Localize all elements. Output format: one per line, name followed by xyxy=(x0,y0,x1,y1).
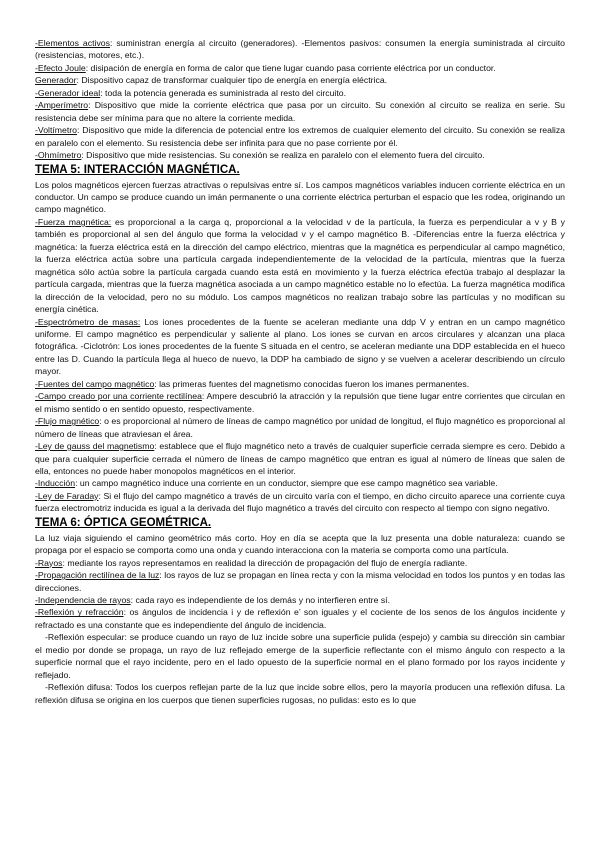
definition-paragraph: -Ley de Faraday: Si el flujo del campo magnético a través de un circuito varía con el tiempo, en dicho circuito aparece una corriente cuya fuerza electromotriz inducida es igual a la derivada del flujo magnético a través del circuito con respecto al tiempo con signo negativo. xyxy=(35,490,565,514)
section-intro: Los polos magnéticos ejercen fuerzas atractivas o repulsivas entre sí. Los campos magnéticos variables inducen corriente eléctrica en un conductor. Un campo se produce cuando un imán permanente o una corriente eléctrica perturban el espacio que les rodea, originando un campo magnético. xyxy=(35,179,565,215)
term: -Ley de Faraday xyxy=(35,490,99,501)
definition-text: Los iones procedentes de la fuente se aceleran mediante una ddp V y entran en un campo magnético uniforme. El campo magnético es perpendicular y saliente al plano. Los iones se curvan en arcos circulares y alcanzan una placa fotográfica. -Ciclotrón: Los iones procedentes de la fuente S situada en el centro, se aceleran mediante una DDP establecida en el hueco entre las D. Cuando la partícula llega al hueco de nuevo, la DDP ha cambiado de signo y se vuelven a acelerar describiendo un círculo mayor. xyxy=(35,316,565,377)
definition-paragraph: -Generador ideal: toda la potencia generada es suministrada al resto del circuito. xyxy=(35,87,347,98)
section-intro: La luz viaja siguiendo el camino geométrico más corto. Hoy en día se acepta que la luz presenta una doble naturaleza: cuando se propaga por el espacio se comporta como una onda y cuando interacciona con la materia se comporta como una partícula. xyxy=(35,532,565,556)
definition-paragraph xyxy=(35,316,565,378)
definition-paragraph: -Ley de gauss del magnetismo: establece que el flujo magnético neto a través de cualquier superficie cerrada siempre es cero. Debido a que para cualquier superficie cerrada el número de líneas de campo magnético que entran es igual al número de líneas que salen de ella, entonces no puede haber monopolos magnéticos en el interior. xyxy=(35,441,565,476)
term: -Ohmímetro xyxy=(35,150,82,161)
term: -Fuerza magnética: xyxy=(35,216,112,227)
term: -Elementos activos xyxy=(35,38,110,48)
term: -Reflexión y refracción xyxy=(35,607,124,618)
term: -Efecto Joule xyxy=(35,62,86,73)
definition-paragraph: -Elementos activos: suministran energía al circuito (generadores). -Elementos pasivos: consumen la energía suministrada al circuito (resistencias, motores, etc.). xyxy=(35,38,565,61)
definition-text: Dispositivo que mide la corriente eléctrica que pasa por un circuito. Su conexión al circuito se realiza en serie. Su resistencia debe ser mínima para que no altere la corriente medida. xyxy=(35,100,565,123)
definition-text: toda la potencia generada es suministrada al resto del circuito. xyxy=(102,87,347,98)
term: -Inducción xyxy=(35,478,76,489)
definition-paragraph: Generador: Dispositivo capaz de transformar cualquier tipo de energía en energía eléctrica. xyxy=(35,75,388,86)
definition-text: es proporcional a la carga q, proporcional a la velocidad v de la partícula, la fuerza es perpendicular a v y B y también es proporcional al sen del ángulo que forma la velocidad v y el campo magnético B. -Diferencias entre la fuerza eléctrica y magnética: la fuerza eléctrica está en la dirección del campo eléctrico, mientras que la magnética es perpendicular al campo magnético, la fuerza eléctrica actúa sobre una partícula cargada independientemente de la velocidad de la partícula, mientras que la fuerza magnética sólo actúa sobre la partícula cargada cuando esta está en movimiento y la fuerza eléctrica efectúa trabajo al desplazar la partícula cargada, mientras que la fuerza magnética asociada a un campo magnético estable no lo efectúa. La fuerza magnética modifica la dirección de la velocidad, pero no su módulo. Los campos magnéticos no realizan trabajo sobre las partículas y no modifican su energía cinética. xyxy=(35,216,565,315)
definition-paragraph: -Amperímetro: Dispositivo que mide la corriente eléctrica que pasa por un circuito. Su conexión al circuito se realiza en serie. Su resistencia debe ser mínima para que no altere la corriente medida. xyxy=(35,100,565,123)
definition-text: mediante los rayos representamos en realidad la dirección de propagación del flujo de energía radiante. xyxy=(64,557,468,568)
definition-text: o es proporcional al número de líneas de campo magnético por unidad de longitud, el flujo magnético es proporcional al número de líneas que atraviesan el área. xyxy=(35,416,565,439)
definition-text: Dispositivo capaz de transformar cualquier tipo de energía en energía eléctrica. xyxy=(78,75,388,86)
definition-paragraph: -Inducción: un campo magnético induce una corriente en un conductor, siempre que ese campo magnético sea variable. xyxy=(35,478,498,489)
definition-paragraph: -Efecto Joule: disipación de energía en forma de calor que tiene lugar cuando pasa corriente eléctrica por un conductor. xyxy=(35,62,496,73)
term: -Flujo magnético xyxy=(35,416,100,427)
definition-paragraph: -Flujo magnético: o es proporcional al número de líneas de campo magnético por unidad de longitud, el flujo magnético es proporcional al número de líneas que atraviesan el área. xyxy=(35,416,565,439)
term: -Ley de gauss del magnetismo xyxy=(35,441,155,452)
definition-text: los rayos de luz se propagan en línea recta y con la misma velocidad en todos los puntos y en todas las direcciones. xyxy=(35,570,565,593)
definition-paragraph: -Voltímetro: Dispositivo que mide la diferencia de potencial entre los extremos de cualquier elemento del circuito. Su conexión se realiza en paralelo con el elemento. Su resistencia debe ser infinita para que no pase corriente por él. xyxy=(35,125,565,148)
term: -Generador ideal xyxy=(35,87,101,98)
term: Generador xyxy=(35,75,77,86)
term: -Espectrómetro de masas: xyxy=(35,316,141,327)
definition-paragraph xyxy=(35,216,565,316)
paragraph-reflexion-especular: -Reflexión especular: se produce cuando un rayo de luz incide sobre una superficie pulida (espejo) y cambia su dirección sin cambiar el medio por donde se propaga, un rayo de luz reflejado emerge de la superficie reflectante con el mismo ángulo con respecto a la superficie normal que el rayo incidente, pero en el lado opuesto de la superficie normal en el plano formado por los rayos incidente y reflejado. xyxy=(35,632,565,680)
term: -Propagación rectilínea de la luz xyxy=(35,570,160,581)
definition-paragraph: -Independencia de rayos: cada rayo es independiente de los demás y no interfieren entre sí. xyxy=(35,595,390,606)
definition-paragraph: -Reflexión y refracción: os ángulos de incidencia i y de reflexión e’ son iguales y el cociente de los senos de los ángulos incidente y refractado es una constante que es independiente del ángulo de incidencia. xyxy=(35,607,565,630)
definition-text: Ampere descubrió la atracción y la repulsión que tiene lugar entre corrientes que circulan en el mismo sentido o en sentido opuesto, respectivamente. xyxy=(35,391,565,414)
definition-text: Dispositivo que mide resistencias. Su conexión se realiza en paralelo con el elemento fuera del circuito. xyxy=(83,150,485,161)
section-heading-tema6: TEMA 6: ÓPTICA GEOMÉTRICA. xyxy=(35,516,212,529)
definition-text: establece que el flujo magnético neto a través de cualquier superficie cerrada siempre es cero. Debido a que para cualquier superficie cerrada el número de líneas de campo magnético que entran es igual al número de líneas que salen de ella, entonces no puede haber monopolos magnéticos en el interior. xyxy=(35,441,565,476)
term: -Rayos xyxy=(35,557,63,568)
term: -Amperímetro xyxy=(35,100,89,111)
term: -Campo creado por una corriente rectilínea xyxy=(35,391,202,402)
definition-paragraph: -Fuentes del campo magnético: las primeras fuentes del magnetismo conocidas fueron los imanes permanentes. xyxy=(35,378,470,389)
term: -Independencia de rayos xyxy=(35,595,131,606)
definition-text: Dispositivo que mide la diferencia de potencial entre los extremos de cualquier elemento del circuito. Su conexión se realiza en paralelo con el elemento. Su resistencia debe ser infinita para que no pase corriente por él. xyxy=(35,125,565,148)
definition-paragraph: -Propagación rectilínea de la luz: los rayos de luz se propagan en línea recta y con la misma velocidad en todos los puntos y en todas las direcciones. xyxy=(35,570,565,593)
term: -Voltímetro xyxy=(35,125,78,136)
definition-text: os ángulos de incidencia i y de reflexión e’ son iguales y el cociente de los senos de los ángulos incidente y refractado es una constante que es independiente del ángulo de incidencia. xyxy=(35,607,565,630)
definition-text: Si el flujo del campo magnético a través de un circuito varía con el tiempo, en dicho circuito aparece una corriente cuya fuerza electromotriz inducida es igual a la derivada del flujo magnético a través del circuito con respecto al tiempo con signo negativo. xyxy=(35,490,565,514)
term: -Fuentes del campo magnético xyxy=(35,378,155,389)
definition-paragraph: -Rayos: mediante los rayos representamos en realidad la dirección de propagación del flujo de energía radiante. xyxy=(35,557,468,568)
definition-text: disipación de energía en forma de calor que tiene lugar cuando pasa corriente eléctrica por un conductor. xyxy=(88,62,496,73)
definition-text: un campo magnético induce una corriente en un conductor, siempre que ese campo magnético sea variable. xyxy=(77,478,498,489)
section-heading-tema5: TEMA 5: INTERACCIÓN MAGNÉTICA. xyxy=(35,163,240,176)
definition-text: suministran energía al circuito (generadores). -Elementos pasivos: consumen la energía suministrada al circuito (resistencias, motores, etc.). xyxy=(35,38,565,61)
definition-paragraph: -Campo creado por una corriente rectilínea: Ampere descubrió la atracción y la repulsión que tiene lugar entre corrientes que circulan en el mismo sentido o en sentido opuesto, respectivamente. xyxy=(35,391,565,414)
paragraph-reflexion-difusa: -Reflexión difusa: Todos los cuerpos reflejan parte de la luz que incide sobre ellos, pero la mayoría producen una reflexión difusa. La reflexión difusa se origina en los cuerpos que tienen superficies rugosas, no pulidas: esto es lo que xyxy=(35,682,565,705)
definition-text: las primeras fuentes del magnetismo conocidas fueron los imanes permanentes. xyxy=(156,378,470,389)
definition-text: cada rayo es independiente de los demás y no interfieren entre sí. xyxy=(133,595,390,606)
definition-paragraph: -Ohmímetro: Dispositivo que mide resistencias. Su conexión se realiza en paralelo con el elemento fuera del circuito. xyxy=(35,150,485,161)
